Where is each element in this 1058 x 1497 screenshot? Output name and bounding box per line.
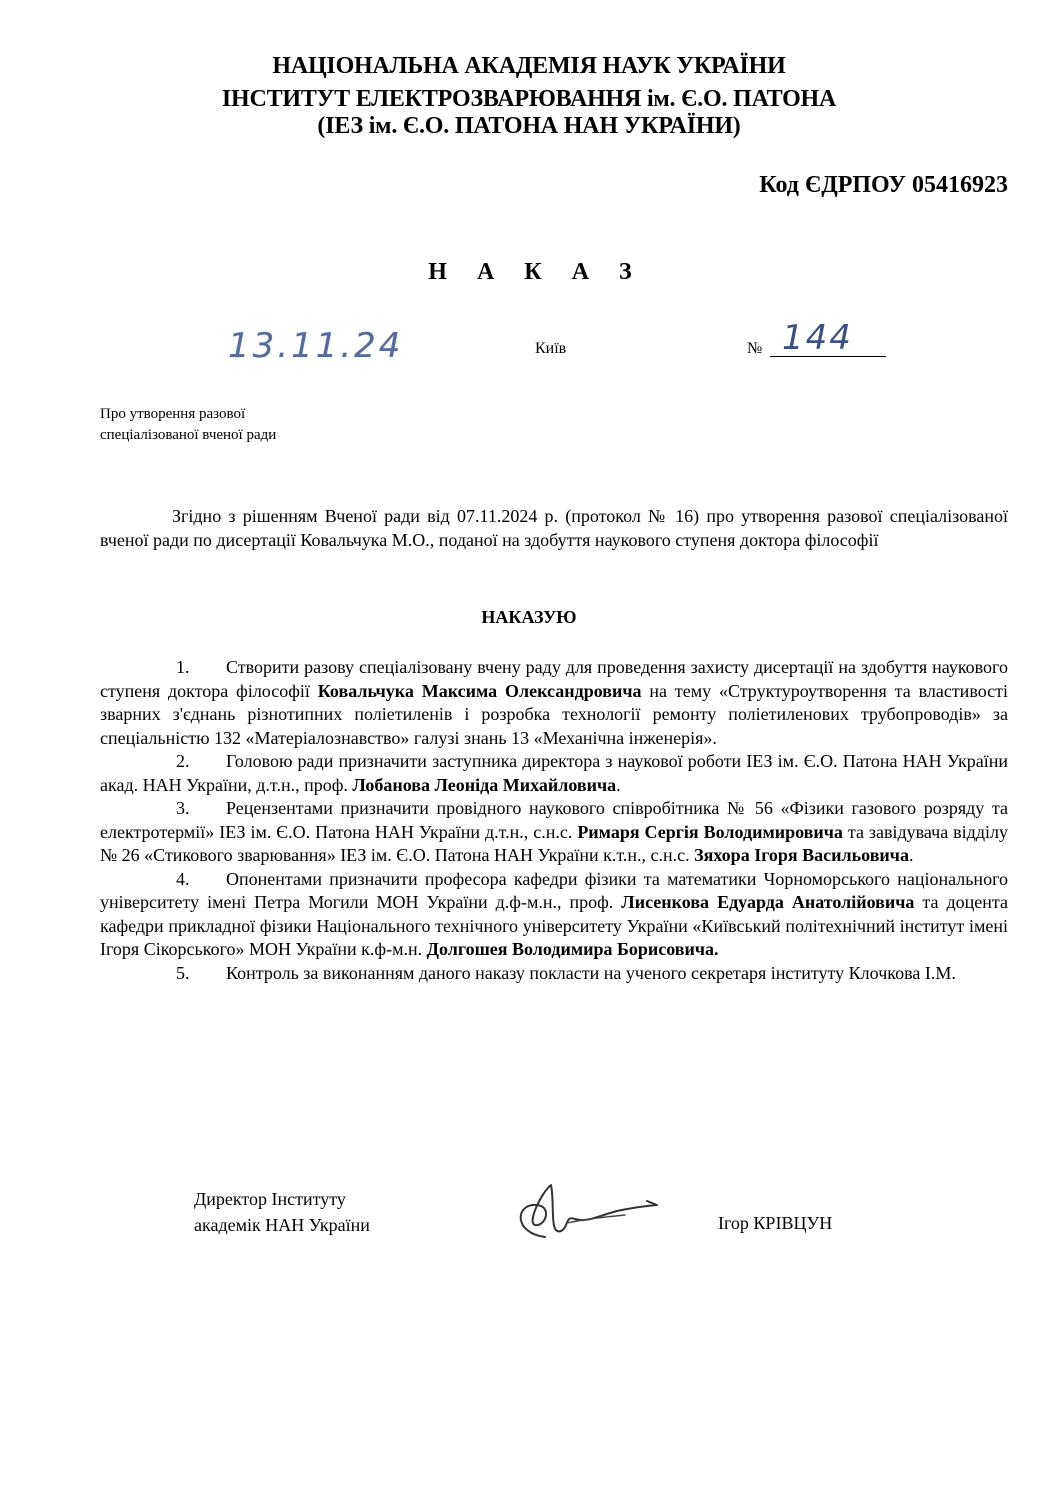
signatory-name: Ігор КРІВЦУН	[718, 1213, 833, 1233]
subject	[100, 404, 276, 446]
order-number: 144	[782, 318, 853, 358]
edrpou-code: Код ЄДРПОУ 05416923	[759, 172, 1008, 198]
opponent-name: Лисенкова Едуарда Анатолійовича	[621, 892, 915, 912]
subject-line: спеціалізованої вченої ради	[100, 427, 277, 443]
header-abbreviation: (ІЕЗ ім. Є.О. ПАТОНА НАН УКРАЇНИ)	[317, 113, 741, 139]
reviewer-name: Зяхора Ігоря Васильовича	[694, 845, 909, 865]
item-text: .	[616, 774, 621, 795]
item-text: Головою ради призначити заступника директора з наукової роботи ІЕЗ ім. Є.О. Патона НАН України акад. НАН України, д.т.н., проф.	[100, 751, 1008, 795]
item-number: 1.	[176, 657, 190, 677]
chairman-name: Лобанова Леоніда Михайловича	[352, 774, 617, 795]
item-text: Рецензентами призначити провідного наукового співробітника № 56 «Фізики газового розряду та електротермії» ІЕЗ ім. Є.О. Патона НАН України д.т.н., с.н.с.	[100, 798, 1008, 842]
candidate-name: Ковальчука Максима Олександровича	[317, 680, 642, 701]
position-line: Директор Інституту	[194, 1189, 346, 1209]
order-item-1	[100, 656, 1008, 750]
order-item-5	[100, 962, 1008, 986]
order-item-4	[100, 868, 1008, 962]
item-number: 3.	[176, 798, 190, 818]
reviewer-name: Римаря Сергія Володимировича	[577, 821, 843, 842]
opponent-name: Долгошея Володимира Борисовича.	[426, 939, 719, 959]
item-text: .	[908, 845, 914, 865]
date-stamp: 13.11.24	[228, 326, 404, 366]
order-item-3	[100, 797, 1008, 868]
document-title: Н А К А З	[428, 259, 644, 285]
order-items	[100, 656, 1008, 985]
header-institute: ІНСТИТУТ ЕЛЕКТРОЗВАРЮВАННЯ ім. Є.О. ПАТОНА	[221, 86, 837, 112]
item-text: та доцента кафедри прикладної фізики Національного технічного університету України «Київський політехнічний інститут імені Ігоря Сікорського» МОН України к.ф-м.н.	[100, 892, 1008, 959]
item-text: Контроль за виконанням даного наказу покласти на ученого секретаря інституту Клочкова І.М.	[226, 962, 956, 983]
item-text: на тему «Структуроутворення та властивості зварних з'єднань різнотипних поліетиленів і розробка технології ремонту поліетиленових трубопроводів» за спеціальністю 132 «Матеріалознавство» галузі знань 13 «Механічна інженерія».	[100, 680, 1008, 748]
item-text: та завідувача відділу № 26 «Стикового зварювання» ІЕЗ ім. Є.О. Патона НАН України к.т.н., с.н.с.	[100, 821, 1008, 865]
order-item-2	[100, 750, 1008, 797]
item-number: 5.	[176, 962, 190, 983]
subject-line: Про утворення разової	[100, 406, 246, 422]
order-heading: НАКАЗУЮ	[481, 607, 577, 627]
header-academy: НАЦІОНАЛЬНА АКАДЕМІЯ НАУК УКРАЇНИ	[272, 53, 786, 79]
item-text: Опонентами призначити професора кафедри фізики та математики Чорноморського національного університету імені Петра Могили МОН України д.ф-м.н., проф.	[100, 868, 1008, 912]
position-line: академік НАН України	[194, 1215, 370, 1235]
item-number: 2.	[176, 751, 190, 771]
item-text: Створити разову спеціалізовану вчену раду для проведення захисту дисертації на здобуття наукового ступеня доктора філософії	[100, 657, 1008, 701]
handwritten-signature	[505, 1175, 670, 1255]
number-label: №	[747, 340, 763, 357]
preamble: Згідно з рішенням Вченої ради від 07.11.2024 р. (протокол № 16) про утворення разової спеціалізованої вченої ради по дисертації Ковальчука М.О., поданої на здобуття наукового ступеня доктора філософії	[100, 506, 1008, 550]
city: Київ	[535, 340, 567, 357]
signatory-position	[194, 1186, 370, 1238]
item-number: 4.	[176, 868, 190, 889]
